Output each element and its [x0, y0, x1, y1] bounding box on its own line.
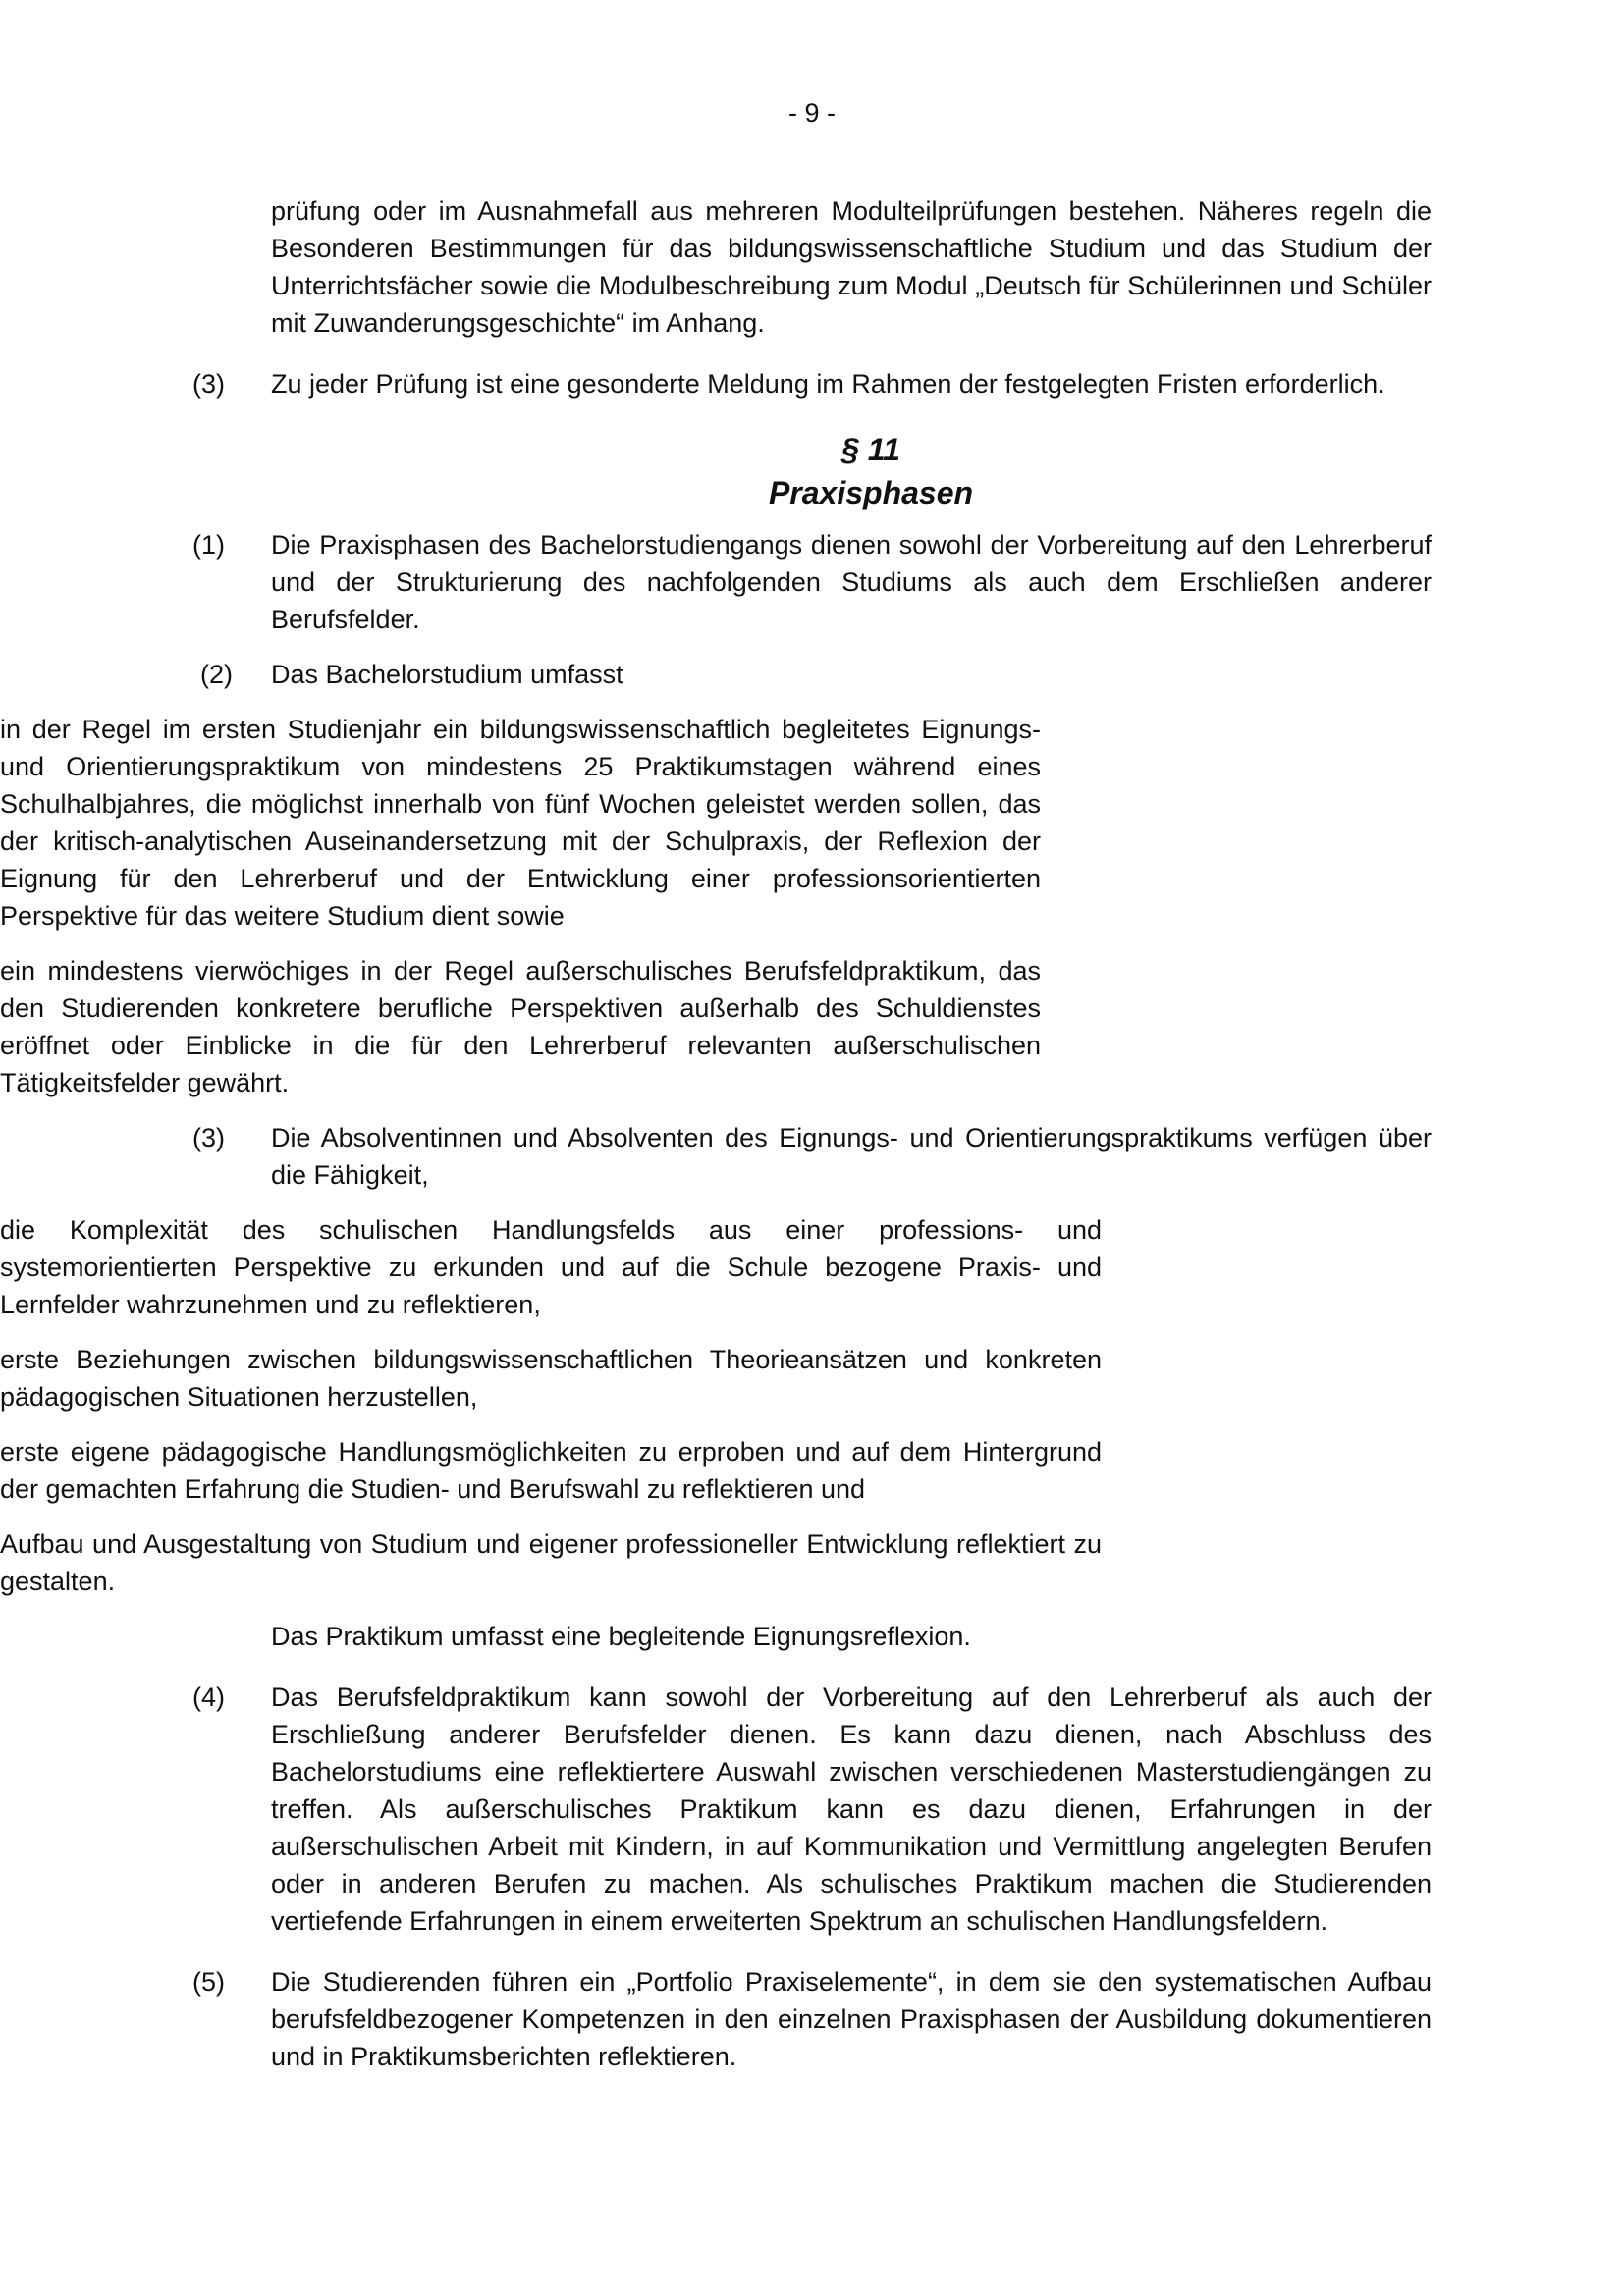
paragraph-number: (3) [192, 1123, 225, 1152]
paragraph-1 [192, 526, 1432, 638]
paragraph-text: Zu jeder Prüfung ist eine gesonderte Meldung im Rahmen der festgelegten Fristen erforderlich. [271, 369, 1385, 399]
paragraph-number: (1) [192, 530, 225, 560]
paragraph-4 [192, 1679, 1432, 1940]
page-number: - 9 - [787, 98, 836, 128]
paragraph-5 [192, 1963, 1432, 2075]
section-number: § 11 [841, 432, 900, 467]
paragraph-3-closing: Das Praktikum umfasst eine begleitende Eignungsreflexion. [271, 1622, 971, 1651]
paragraph-number: (3) [192, 369, 225, 399]
paragraph-number: (4) [192, 1682, 225, 1712]
paragraph-text: Die Studierenden führen ein „Portfolio Praxiselemente“, in dem sie den systematischen Aufbau berufsfeldbezogener Kompetenzen in den einzelnen Praxisphasen der Ausbildung dokumentieren und in Praktikumsberichten reflektieren. [271, 1967, 1432, 2071]
paragraph-text: Die Praxisphasen des Bachelorstudiengangs dienen sowohl der Vorbereitung auf den Lehrerberuf und der Strukturierung des nachfolgenden Studiums als auch dem Erschließen anderer Berufsfelder. [271, 530, 1432, 634]
list-item: die Komplexität des schulischen Handlungsfelds aus einer professions- und systemorientierten Perspektive zu erkunden und auf die Schule bezogene Praxis- und Lernfelder wahrzunehmen und zu reflektieren, [0, 1215, 1102, 1319]
paragraph-3-previous [192, 365, 1432, 402]
paragraph-text: Die Absolventinnen und Absolventen des Eignungs- und Orientierungspraktikums verfügen über die Fähigkeit, [271, 1123, 1432, 1190]
list-item: erste eigene pädagogische Handlungsmöglichkeiten zu erproben und auf dem Hintergrund der gemachten Erfahrung die Studien- und Berufswahl zu reflektieren und [0, 1437, 1102, 1504]
list-item: ein mindestens vierwöchiges in der Regel außerschulisches Berufsfeldpraktikum, das den Studierenden konkretere berufliche Perspektiven außerhalb des Schuldienstes eröffnet oder Einblicke in die für den Lehrerberuf relevanten außerschulischen Tätigkeitsfelder gewährt. [0, 956, 1041, 1097]
paragraph-number: (2) [200, 660, 233, 689]
list-item: erste Beziehungen zwischen bildungswissenschaftlichen Theorieansätzen und konkreten pädagogischen Situationen herzustellen, [0, 1345, 1102, 1412]
paragraph-text: Das Bachelorstudium umfasst [271, 660, 623, 689]
paragraph-2 [200, 656, 1432, 693]
page-content [0, 192, 1624, 2075]
paragraph-text: Das Berufsfeldpraktikum kann sowohl der Vorbereitung auf den Lehrerberuf als auch der Erschließung anderer Berufsfelder dienen. Es kann dazu dienen, nach Abschluss des Bachelorstudiums eine reflektiertere Auswahl zwischen verschiedenen Masterstudiengängen zu treffen. Als außerschulisches Praktikum kann es dazu dienen, Erfahrungen in der außerschulischen Arbeit mit Kindern, in auf Kommunikation und Vermittlung angelegten Berufen oder in anderen Berufen zu machen. Als schulisches Praktikum machen die Studierenden vertiefende Erfahrungen in einem erweiterten Spektrum an schulischen Handlungsfeldern. [271, 1682, 1432, 1936]
section-title: Praxisphasen [768, 475, 974, 510]
bullet-list [0, 1211, 1102, 1600]
intro-text: prüfung oder im Ausnahmefall aus mehreren Modulteilprüfungen bestehen. Näheres regeln die Besonderen Bestimmungen für das bildungswissenschaftliche Studium und das Studium der Unterrichtsfächer sowie die Modulbeschreibung zum Modul „Deutsch für Schülerinnen und Schüler mit Zuwanderungsgeschichte“ im Anhang. [271, 196, 1432, 338]
list-item: Aufbau und Ausgestaltung von Studium und eigener professioneller Entwicklung reflektiert zu gestalten. [0, 1529, 1102, 1596]
paragraph-number: (5) [192, 1967, 225, 1997]
list-item: in der Regel im ersten Studienjahr ein bildungswissenschaftlich begleitetes Eignungs- und Orientierungspraktikum von mindestens 25 Praktikumstagen während eines Schulhalbjahres, die möglichst innerhalb von fünf Wochen geleistet werden sollen, das der kritisch-analytischen Auseinandersetzung mit der Schulpraxis, der Reflexion der Eignung für den Lehrerberuf und der Entwicklung einer professionsorientierten Perspektive für das weitere Studium dient sowie [0, 715, 1041, 931]
intro-paragraph [271, 192, 1432, 342]
bullet-list [0, 711, 1041, 1101]
paragraph-3 [192, 1119, 1432, 1194]
